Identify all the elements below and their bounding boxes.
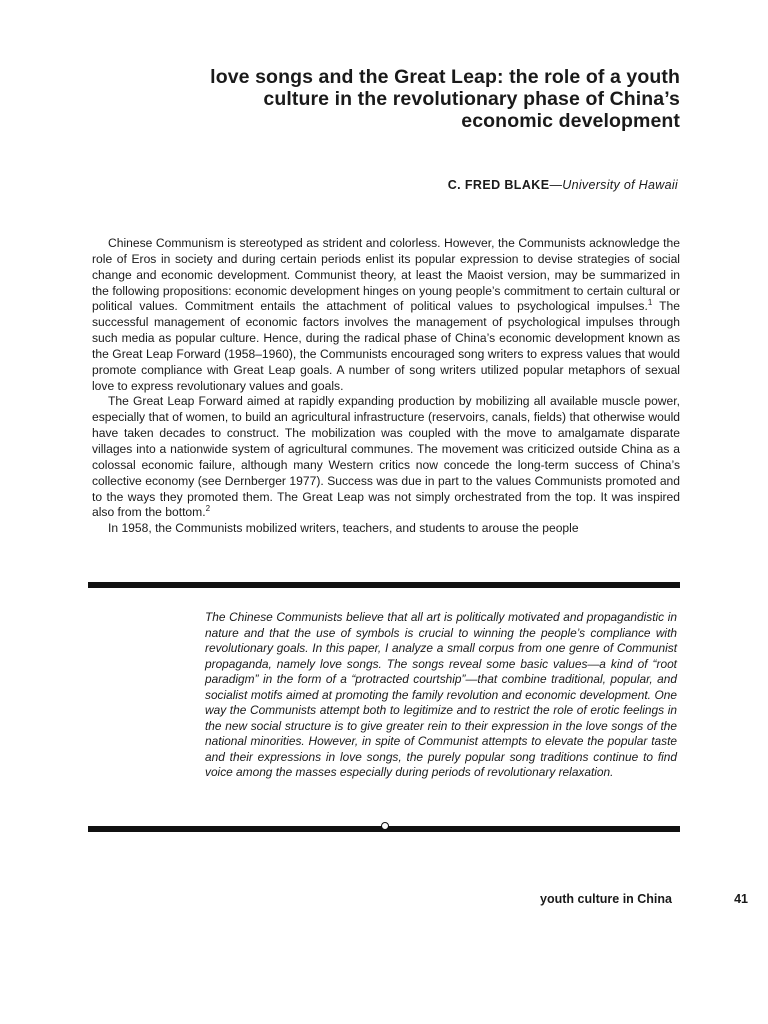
footnote-ref-2: 2 (205, 504, 211, 514)
footnote-ref-1: 1 (647, 298, 653, 308)
title-line-1: love songs and the Great Leap: the role of a youth (210, 66, 680, 88)
paragraph-1-continued: The successful management of economic factors involves the management of psychological impulses through such media as popular culture. Hence, during the radical phase of China’s economic development known as the Great Leap Forward (1958–1960), the Communists encouraged song writers to express values that would promote compliance with Great Leap goals. A number of song writers utilized popular metaphors of sexual love to express revolutionary values and goals. (92, 299, 680, 393)
author-affiliation: —University of Hawaii (549, 178, 678, 192)
byline (448, 178, 678, 192)
article-title (100, 66, 680, 132)
page-number: 41 (734, 892, 748, 906)
abstract: The Chinese Communists believe that all art is politically motivated and propagandistic in nature and that the use of symbols is crucial to winning the people’s compliance with revolutionary goals. In this paper, I analyze a small corpus from one genre of Communist propaganda, namely love songs. The songs reveal some basic values—a kind of “root paradigm” in the form of a “protracted courtship”—that combine traditional, popular, and socialist motifs aimed at promoting the family revolution and economic development. One way the Communists attempt both to legitimize and to restrict the role of erotic feelings in the new social structure is to give greater rein to their expression in the love songs of the national minorities. However, in spite of Communist attempts to elevate the popular taste and their expressions in love songs, the purely popular song traditions continue to find voice among the masses especially during periods of revolutionary relaxation. (205, 610, 677, 779)
author-name: C. FRED BLAKE (447, 178, 550, 192)
title-line-2: culture in the revolutionary phase of China’s (263, 88, 680, 110)
body-paragraph-2 (92, 394, 680, 521)
paragraph-3-text: In 1958, the Communists mobilized writers, teachers, and students to arouse the people (108, 521, 579, 536)
article-body (92, 236, 680, 537)
title-line-3: economic development (461, 110, 680, 132)
body-paragraph-1 (92, 236, 680, 394)
running-head: youth culture in China (540, 892, 672, 906)
rule-ornament (381, 822, 389, 830)
body-paragraph-3 (92, 521, 680, 537)
paragraph-2-text: The Great Leap Forward aimed at rapidly expanding production by mobilizing all available muscle power, especially that of women, to build an agricultural infrastructure (reservoirs, canals, fields) that otherwise would have taken decades to construct. The mobilization was coupled with the move to amalgamate disparate villages into a nationwide system of agricultural communes. The movement was criticized outside China as a colossal economic failure, although many Western critics now concede the long-term success of China’s collective economy (see Dernberger 1977). Success was due in part to the values Communists promoted and to the ways they promoted them. The Great Leap was not simply orchestrated from the top. It was inspired also from the bottom. (92, 394, 680, 520)
abstract-top-rule (88, 582, 680, 588)
paragraph-1-text: Chinese Communism is stereotyped as strident and colorless. However, the Communists acknowledge the role of Eros in society and during certain periods enlist its popular expression to devise strategies of social change and economic development. Communist theory, at least the Maoist version, may be summarized in the following propositions: economic development hinges on young people’s commitment to certain cultural or political values. Commitment entails the attachment of political values to psychological impulses. (92, 236, 680, 314)
